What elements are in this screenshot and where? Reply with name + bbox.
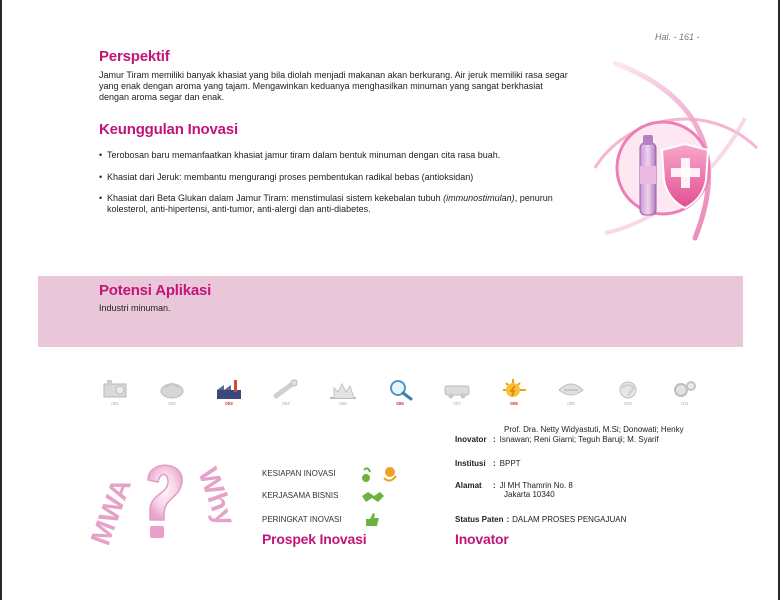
partnership-icon [556,378,586,408]
handshake-icon [360,486,386,506]
category-number: 006 [396,401,404,406]
environment-icon [613,378,643,408]
prospek-heading: Prospek Inovasi [262,531,367,547]
prospek-label: KERJASAMA BISNIS [262,491,339,500]
institusi-row [455,459,521,469]
status-paten-label: Status Paten [455,515,504,524]
agriculture-icon [157,378,187,408]
prospek-label: KESIAPAN INOVASI [262,469,336,478]
list-item [99,193,564,215]
alamat-line2: Jakarta 10340 [504,490,555,499]
logo-text-right: Why [192,463,242,530]
institusi-label: Institusi [455,459,486,468]
institusi-value: BPPT [499,459,521,468]
thumbs-up-icon [362,510,382,530]
prospek-row-peringkat [262,513,412,529]
logo-text-left: MWA [84,474,138,550]
prospek-row-kesiapan [262,467,412,483]
category-icon-row [100,378,700,410]
list-item-italic: (immunostimulan) [443,193,515,203]
prospek-label: PERINGKAT INOVASI [262,515,342,524]
category-number: 008 [510,401,518,406]
category-number: 010 [624,401,632,406]
colon: : [493,459,496,468]
biotech-icon [271,378,301,408]
category-number: 001 [111,401,119,406]
research-icon [385,378,415,408]
inovator-heading: Inovator [455,531,509,547]
status-paten-row [455,515,626,525]
inovator-label: Inovator [455,435,487,444]
perspektif-text: Jamur Tiram memiliki banyak khasiat yang bila diolah menjadi makanan akan berkurang. Air jeruk memiliki rasa segar yang enak dengan aroma yang tajam. Mengawinkan keduanya menghasilkan minuman yang sangat berkhasiat dengan aroma segar dan enak. [99,70,568,102]
category-number: 003 [225,401,233,406]
colon: : [493,435,496,444]
potensi-text: Industri minuman. [99,303,171,313]
food-factory-icon [100,378,130,408]
status-paten-value: DALAM PROSES PENGAJUAN [512,515,627,524]
keunggulan-heading: Keunggulan Inovasi [99,121,238,138]
machinery-icon [670,378,700,408]
category-number: 005 [339,401,347,406]
manufacturing-icon [328,378,358,408]
perspektif-heading: Perspektif [99,48,170,65]
inovator-row [455,435,659,445]
inovator-names-line1: Prof. Dra. Netty Widyastuti, M.Si; Donowati; Henky [504,425,684,434]
energy-icon [499,378,529,408]
list-item-text: , penurun kolesterol, anti-hipertensi, anti-tumor, anti-alergi dan anti-diabetes. [107,193,553,214]
colon: : [493,481,496,490]
category-number: 002 [168,401,176,406]
bottle-shield-illustration [585,58,760,248]
industry-icon [214,378,244,408]
transport-icon [442,378,472,408]
list-item: • Khasiat dari Jeruk: membantu mengurangi proses pembentukan radikal bebas (antioksidan) [99,172,564,183]
readiness-rating-icon [360,464,404,484]
category-number: 011 [681,401,689,406]
page-number: Hal. - 161 - [655,32,700,42]
prospek-row-kerjasama [262,489,412,505]
inovator-names-line2: Isnawan; Reni Giarni; Teguh Baruji; M. Syarif [499,435,659,444]
mwa-why-logo [84,452,242,552]
alamat-label: Alamat [455,481,482,490]
page-edge-left [0,0,2,600]
keunggulan-list [99,150,564,226]
category-number: 009 [567,401,575,406]
colon: : [506,515,510,524]
list-item-text: Khasiat dari Beta Glukan dalam Jamur Tiram: menstimulasi sistem kekebalan tubuh [107,193,444,203]
category-number: 004 [282,401,290,406]
list-item: • Terobosan baru memanfaatkan khasiat jamur tiram dalam bentuk minuman dengan cita rasa buah. [99,150,564,161]
potensi-heading: Potensi Aplikasi [99,282,212,299]
alamat-line1: Jl MH Thamrin No. 8 [499,481,573,490]
category-number: 007 [453,401,461,406]
